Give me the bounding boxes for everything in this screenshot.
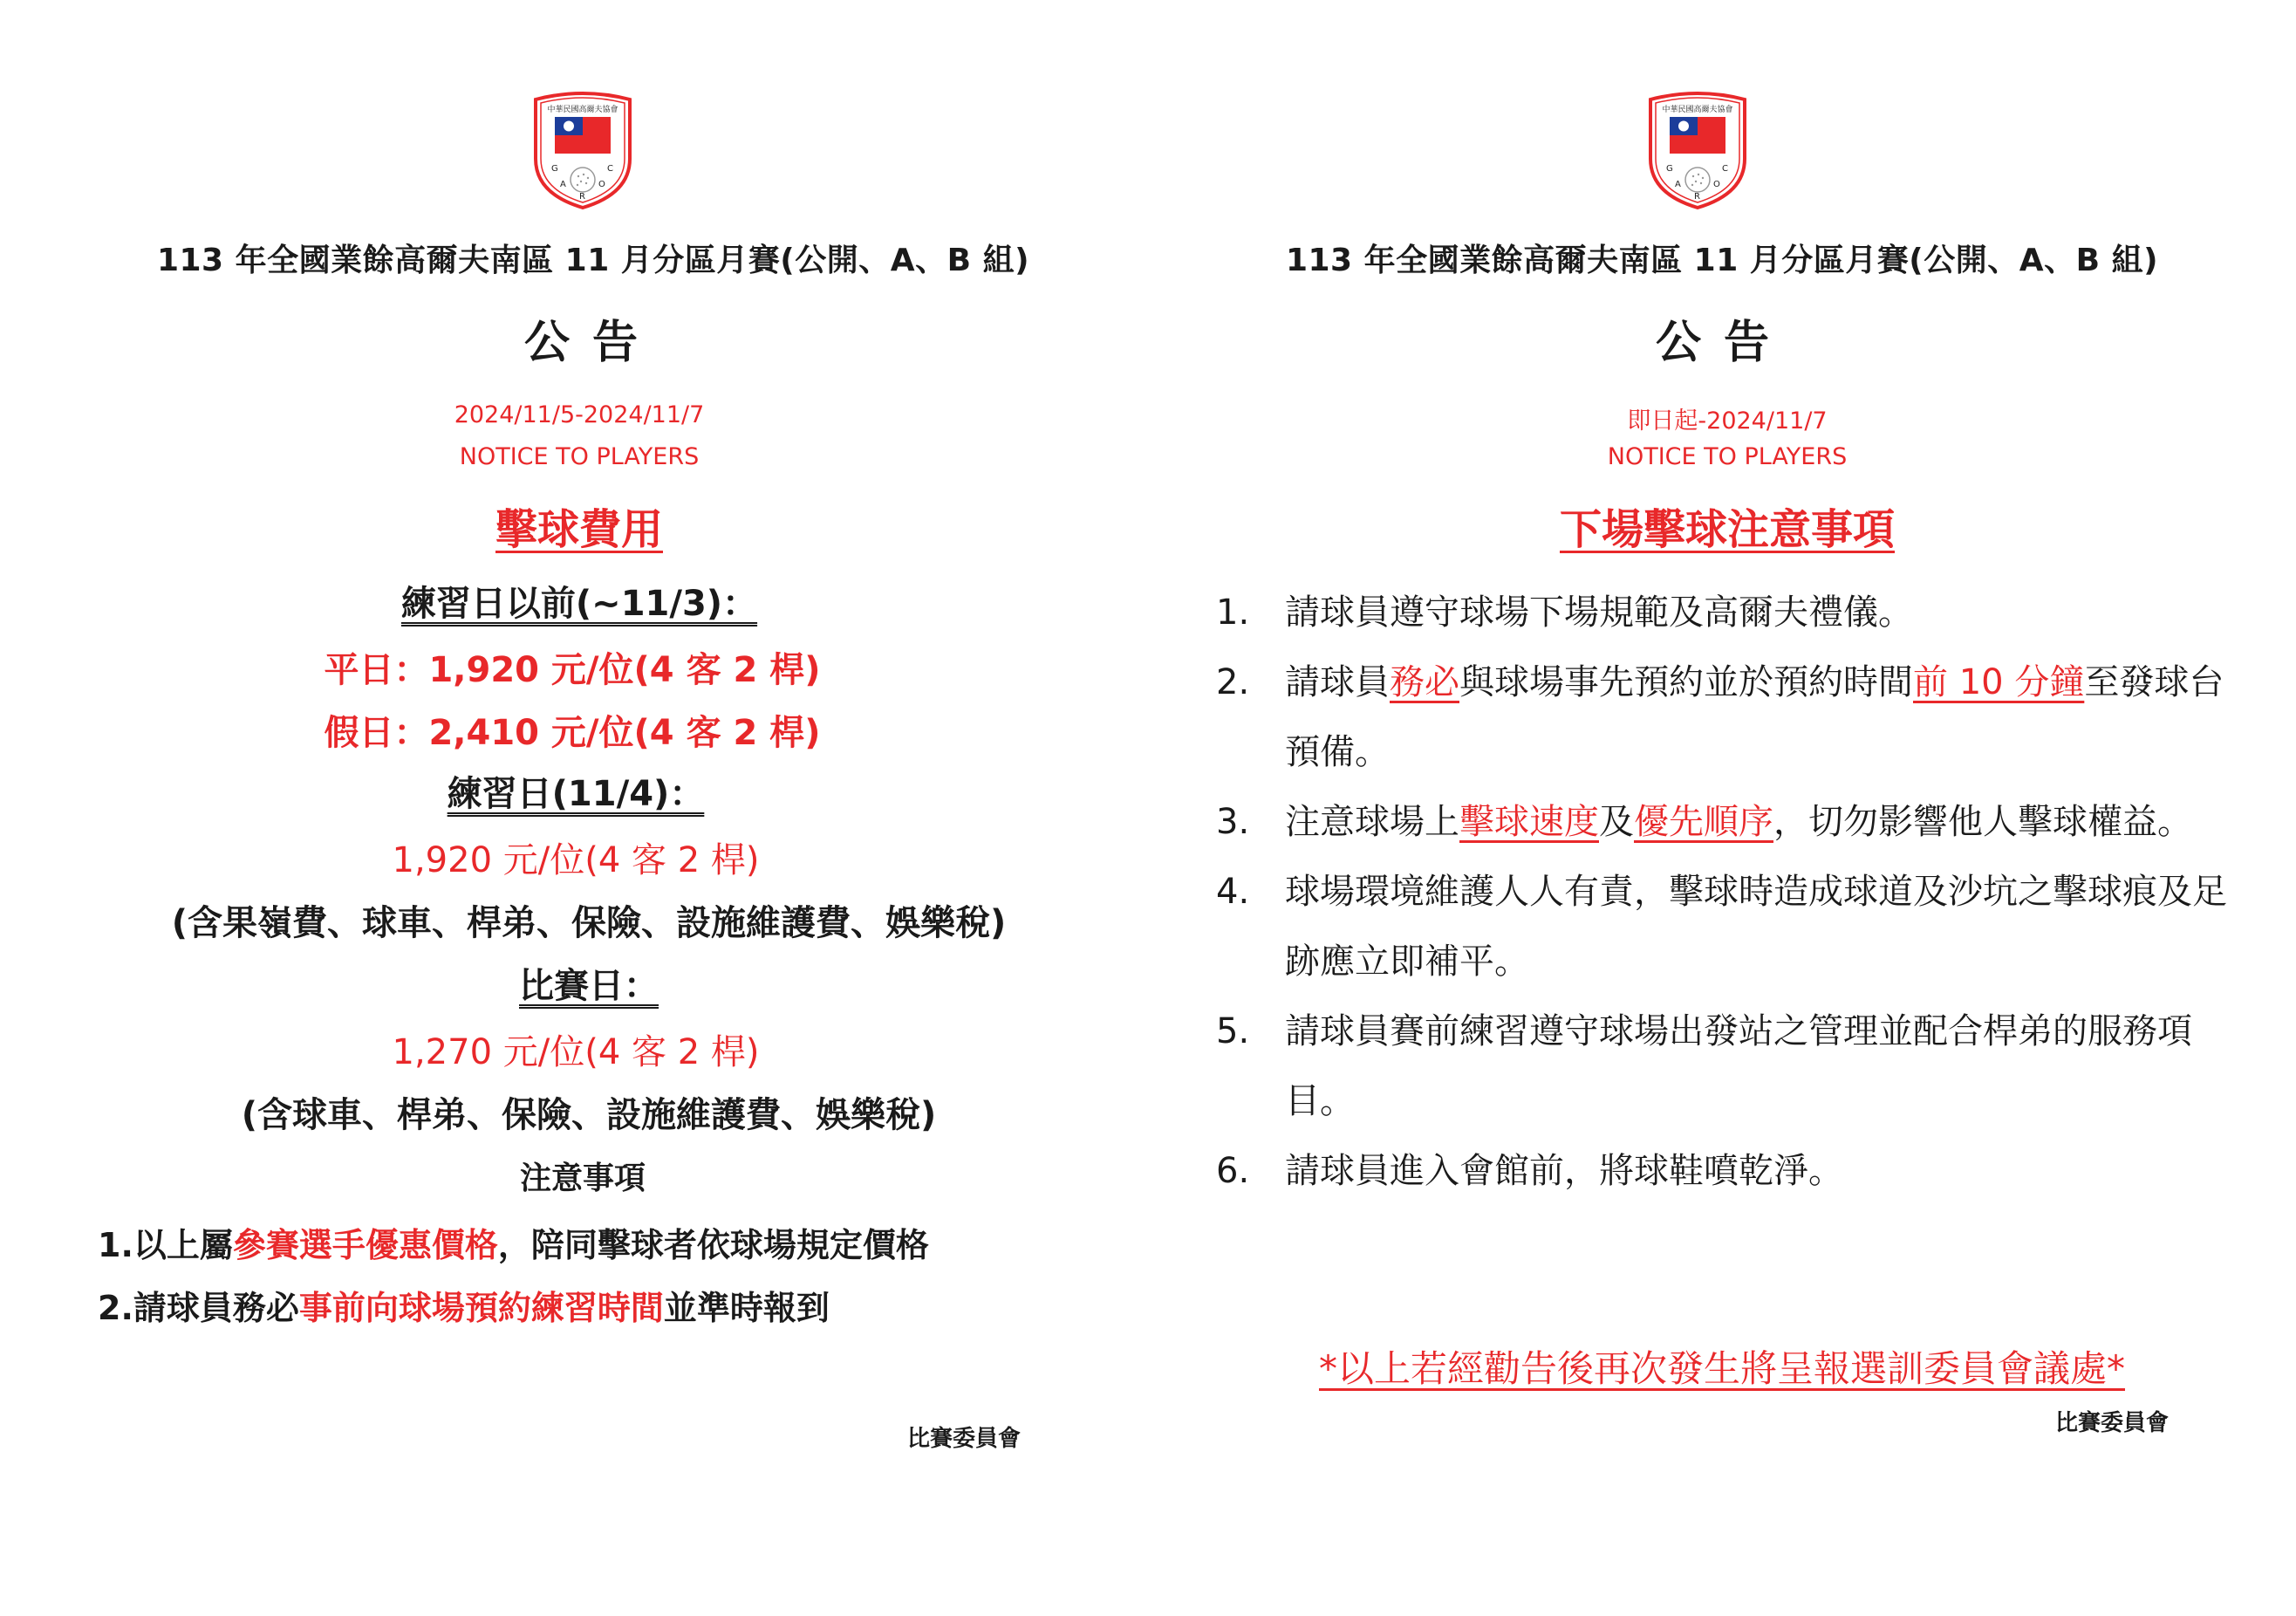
rule-number: 5. — [1216, 1011, 1250, 1051]
committee-signature: 比賽委員會 — [907, 1426, 1022, 1452]
match-day-fee: 1,270 元/位(4 客 2 桿) — [392, 1032, 760, 1072]
note-2-part-a: 2.請球員務必 — [98, 1289, 299, 1327]
rule-number: 4. — [1216, 872, 1250, 912]
svg-text:R: R — [579, 192, 585, 202]
rule-text: 請球員遵守球場下場規範及高爾夫禮儀。 — [1285, 592, 1913, 633]
rule-highlight: 擊球速度 — [1459, 802, 1599, 842]
svg-text:C: C — [1722, 164, 1728, 174]
svg-text:O: O — [598, 180, 605, 189]
garoc-logo-icon — [1643, 91, 1752, 211]
notice-to-players: NOTICE TO PLAYERS — [1607, 443, 1848, 470]
notice-to-players: NOTICE TO PLAYERS — [459, 443, 700, 470]
rule-highlight: 優先順序 — [1634, 802, 1773, 842]
rules-list — [1216, 578, 2228, 1206]
rule-number: 2. — [1216, 662, 1250, 702]
practice-day-label — [0, 766, 1151, 816]
note-1-part-a: 1.以上屬 — [98, 1226, 233, 1264]
rule-number: 3. — [1216, 802, 1250, 842]
note-1 — [98, 1218, 929, 1266]
garoc-logo-icon — [529, 91, 637, 211]
holiday-fee: 假日：2,410 元/位(4 客 2 桿) — [324, 713, 821, 753]
committee-signature: 比賽委員會 — [2055, 1410, 2170, 1436]
rule-text: 及 — [1599, 802, 1634, 842]
tournament-title: 113 年全國業餘高爾夫南區 11 月分區月賽(公開、A、B 組) — [1285, 243, 2159, 278]
rule-text: 至發球台預備。 — [1285, 662, 2224, 772]
section-heading — [0, 496, 1158, 556]
rule-text: 請球員賽前練習遵守球場出發站之管理並配合桿弟的服務項目。 — [1285, 1011, 2192, 1121]
svg-text:中華民國高爾夫協會: 中華民國高爾夫協會 — [1662, 106, 1733, 114]
match-day-inclusions: (含球車、桿弟、保險、設施維護費、娛樂稅) — [241, 1095, 937, 1135]
weekday-fee: 平日：1,920 元/位(4 客 2 桿) — [324, 650, 821, 690]
svg-text:C: C — [607, 164, 613, 174]
rule-highlight: 務必 — [1390, 662, 1459, 702]
note-1-part-c: ，陪同擊球者依球場規定價格 — [497, 1226, 929, 1264]
rule-item — [1216, 647, 2228, 787]
svg-text:G: G — [1666, 164, 1673, 174]
section-heading-text: 擊球費用 — [495, 505, 663, 554]
rule-text: ，切勿影響他人擊球權益。 — [1773, 802, 2192, 842]
warning-note — [1148, 1340, 2296, 1393]
rule-item — [1216, 1136, 2228, 1206]
rule-highlight: 前 10 分鐘 — [1913, 662, 2085, 702]
svg-text:G: G — [551, 164, 558, 174]
tournament-title: 113 年全國業餘高爾夫南區 11 月分區月賽(公開、A、B 組) — [156, 243, 1030, 278]
pre-practice-label — [0, 576, 1158, 626]
notice-heading: 公告 — [1655, 317, 1792, 369]
note-2 — [98, 1281, 830, 1329]
rule-text: 請球員進入會館前，將球鞋噴乾淨。 — [1285, 1151, 1843, 1191]
notes-title: 注意事項 — [519, 1161, 646, 1196]
rule-text: 球場環境維護人人有責，擊球時造成球道及沙坑之擊球痕及足跡應立即補平。 — [1285, 872, 2227, 982]
rule-item — [1216, 996, 2228, 1136]
note-2-highlight: 事前向球場預約練習時間 — [298, 1289, 664, 1327]
notice-heading: 公告 — [523, 317, 660, 369]
practice-day-fee: 1,920 元/位(4 客 2 桿) — [392, 840, 760, 880]
rule-number: 1. — [1216, 592, 1250, 633]
rule-item — [1216, 578, 2228, 647]
match-day-label — [0, 958, 1178, 1008]
section-heading — [1148, 496, 2296, 556]
svg-text:O: O — [1713, 180, 1720, 189]
notice-date: 即日起-2024/11/7 — [1627, 407, 1828, 435]
practice-day-label-text: 練習日(11/4)： — [447, 774, 705, 814]
rule-item — [1216, 857, 2228, 996]
practice-day-inclusions: (含果嶺費、球車、桿弟、保險、設施維護費、娛樂稅) — [171, 903, 1007, 943]
svg-text:中華民國高爾夫協會: 中華民國高爾夫協會 — [547, 106, 618, 114]
note-2-part-c: 並準時報到 — [663, 1289, 830, 1327]
note-1-highlight: 參賽選手優惠價格 — [232, 1226, 498, 1264]
rule-number: 6. — [1216, 1151, 1250, 1191]
svg-text:R: R — [1694, 192, 1700, 202]
rule-text: 注意球場上 — [1285, 802, 1459, 842]
rule-item — [1216, 787, 2228, 857]
pre-practice-label-text: 練習日以前(~11/3)： — [400, 584, 758, 624]
warning-note-text: *以上若經勸告後再次發生將呈報選訓委員會議處* — [1318, 1347, 2125, 1390]
svg-text:A: A — [560, 180, 566, 189]
section-heading-text: 下場擊球注意事項 — [1559, 505, 1895, 554]
rule-text: 請球員 — [1285, 662, 1390, 702]
rule-text: 與球場事先預約並於預約時間 — [1459, 662, 1913, 702]
svg-text:A: A — [1675, 180, 1681, 189]
notice-date: 2024/11/5-2024/11/7 — [454, 401, 705, 428]
match-day-label-text: 比賽日： — [519, 966, 659, 1006]
